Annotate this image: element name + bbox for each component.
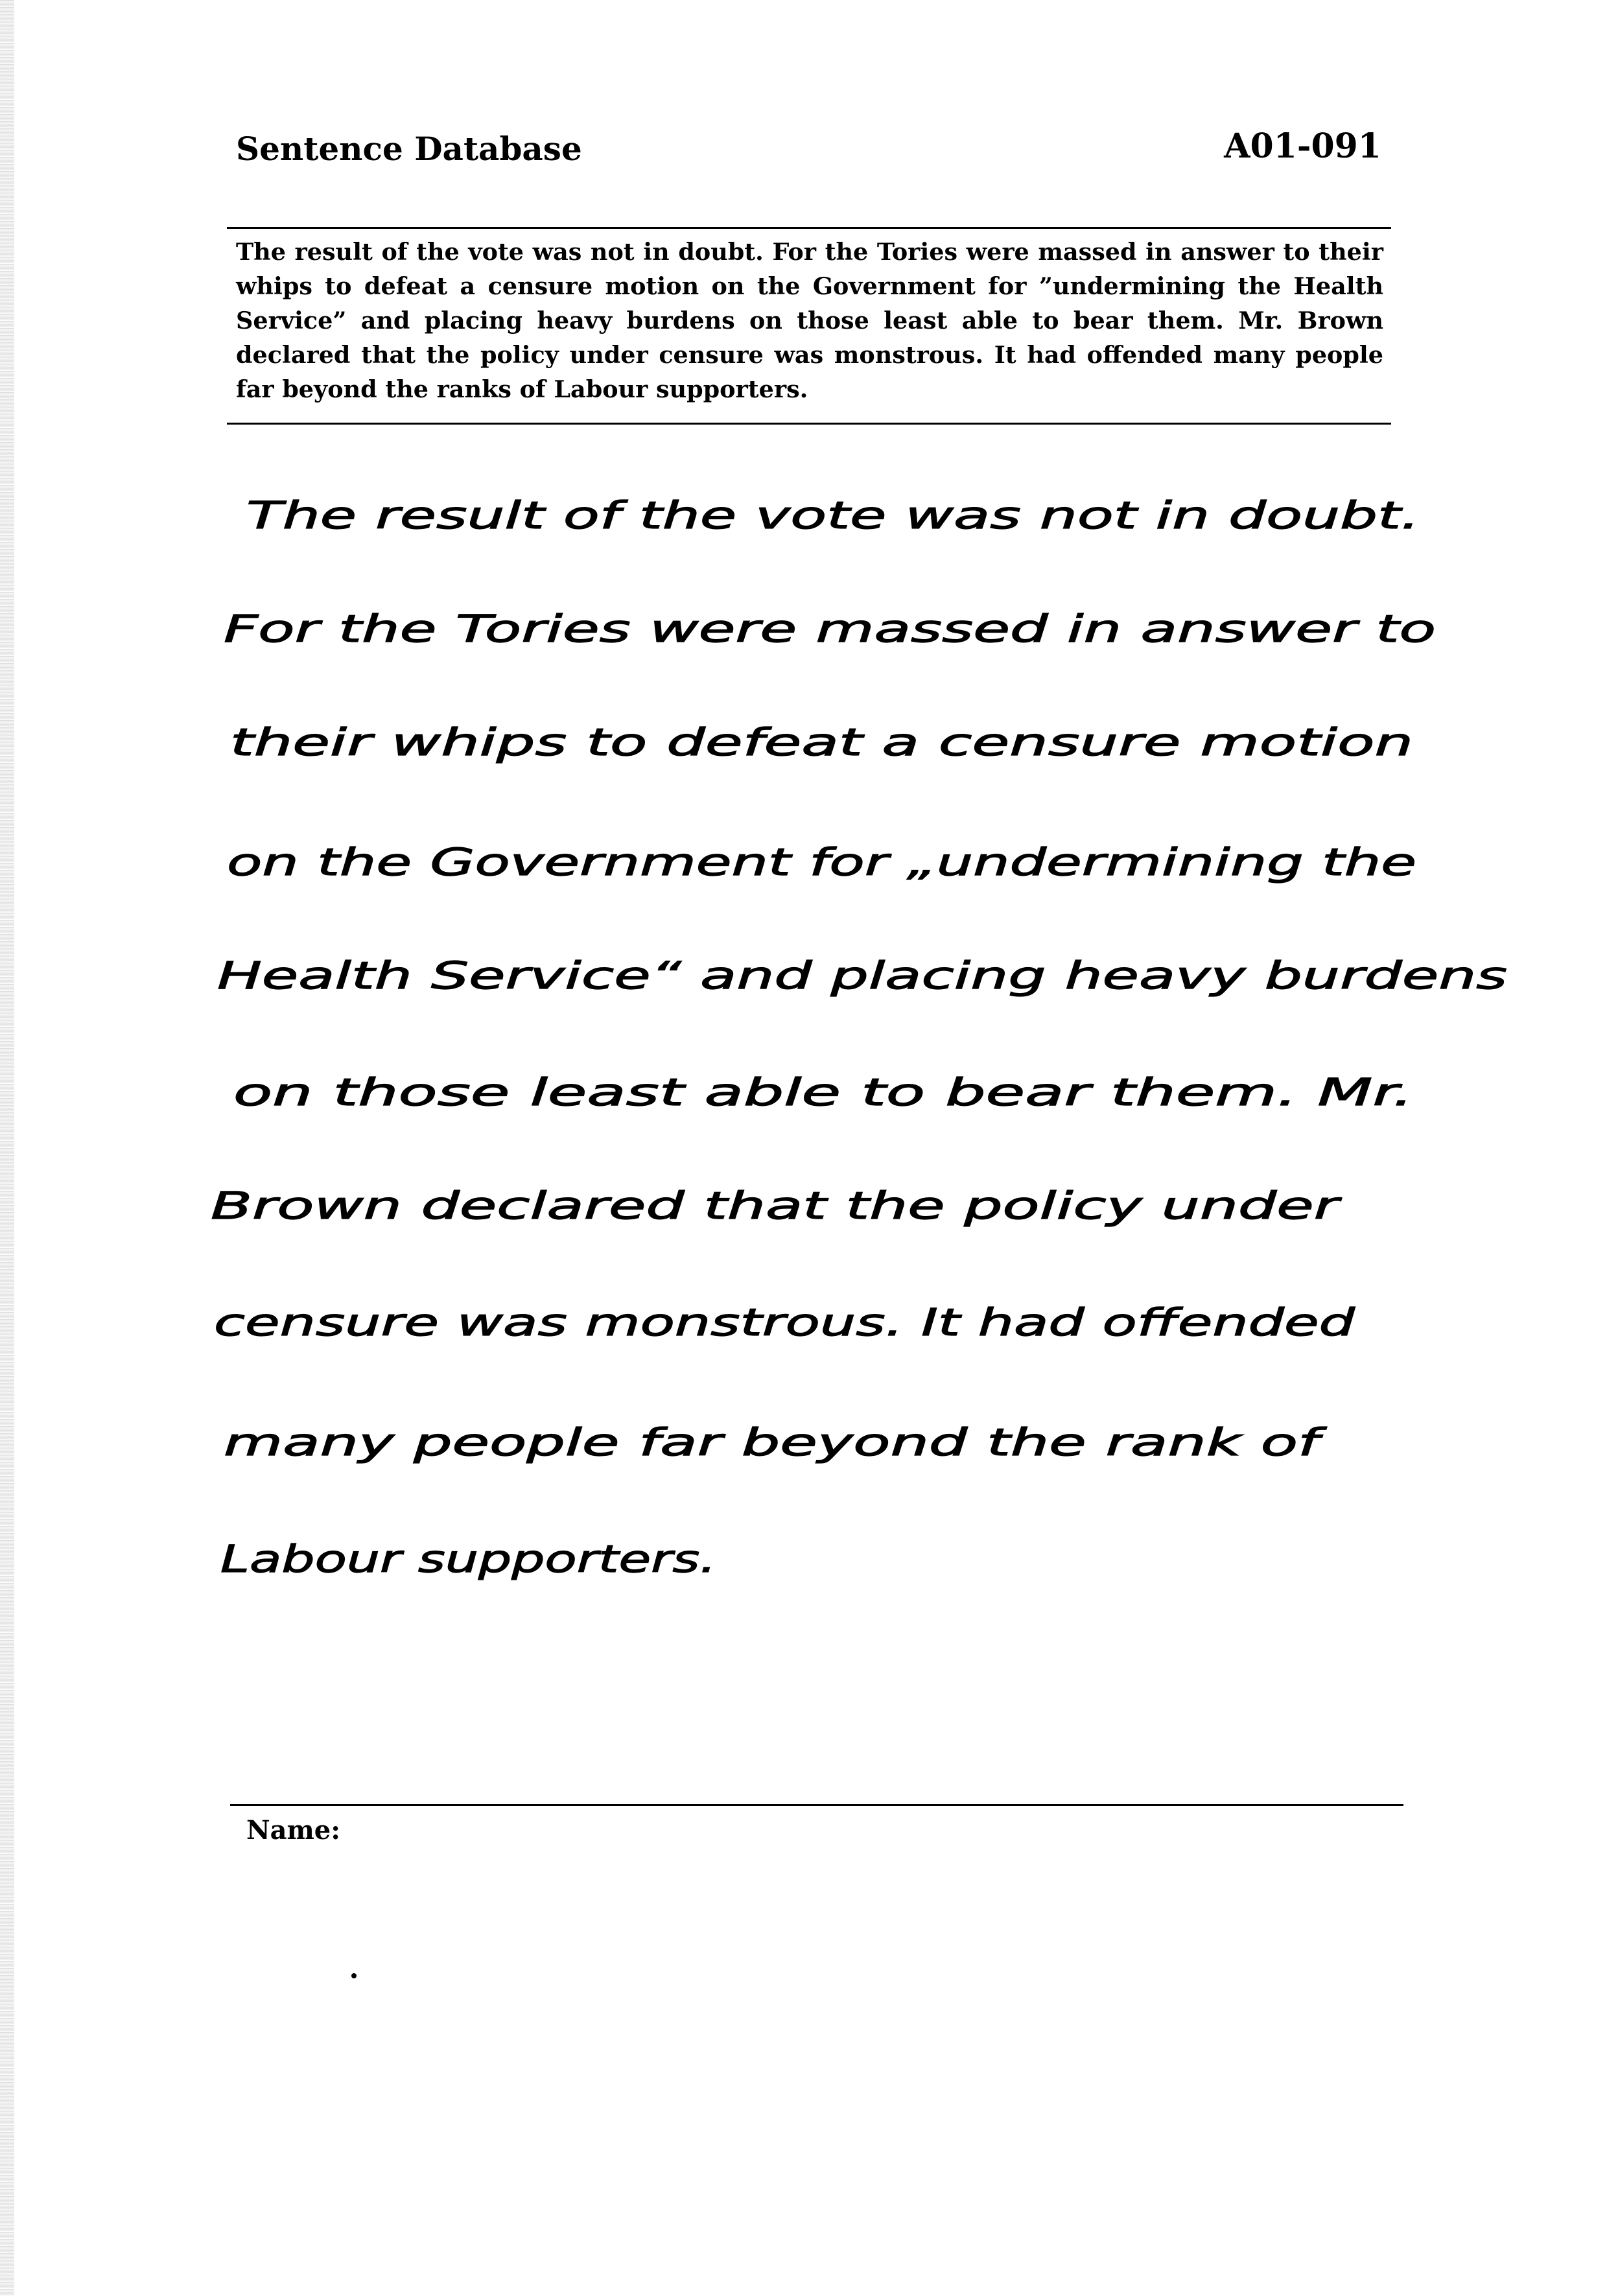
handwritten-line: many people far beyond the rank of [224, 1420, 1328, 1464]
printed-line: declared that the policy under censure was monstrous. It had offended many people [236, 341, 1383, 369]
handwritten-line: on those least able to bear them. Mr. [233, 1070, 1413, 1114]
handwritten-line: their whips to defeat a censure motion [230, 720, 1413, 764]
document-title: Sentence Database [236, 130, 582, 168]
scan-edge [0, 0, 14, 2296]
printed-line: The result of the vote was not in doubt. For the Tories were massed in answer to their [236, 238, 1383, 266]
printed-line: whips to defeat a censure motion on the Government for ”undermining the Health [236, 272, 1383, 300]
ink-speck [351, 1973, 357, 1978]
handwritten-line: censure was monstrous. It had offended [214, 1300, 1356, 1344]
bottom-divider [230, 1804, 1403, 1806]
name-label: Name: [246, 1815, 341, 1845]
top-divider [227, 227, 1391, 229]
printed-line: far beyond the ranks of Labour supporters. [236, 375, 808, 403]
middle-divider [227, 423, 1391, 425]
handwritten-line: Brown declared that the policy under [211, 1184, 1343, 1228]
handwritten-line: The result of the vote was not in doubt. [246, 493, 1420, 537]
handwritten-line: on the Government for „undermining the [227, 840, 1416, 884]
printed-text-block [236, 235, 1383, 406]
handwritten-line: Health Service“ and placing heavy burdens [217, 954, 1507, 998]
printed-line: Service” and placing heavy burdens on those least able to bear them. Mr. Brown [236, 307, 1383, 334]
handwritten-line: For the Tories were massed in answer to [224, 607, 1436, 651]
handwritten-line: Labour supporters. [220, 1537, 716, 1581]
form-id: A01-091 [1224, 126, 1381, 166]
